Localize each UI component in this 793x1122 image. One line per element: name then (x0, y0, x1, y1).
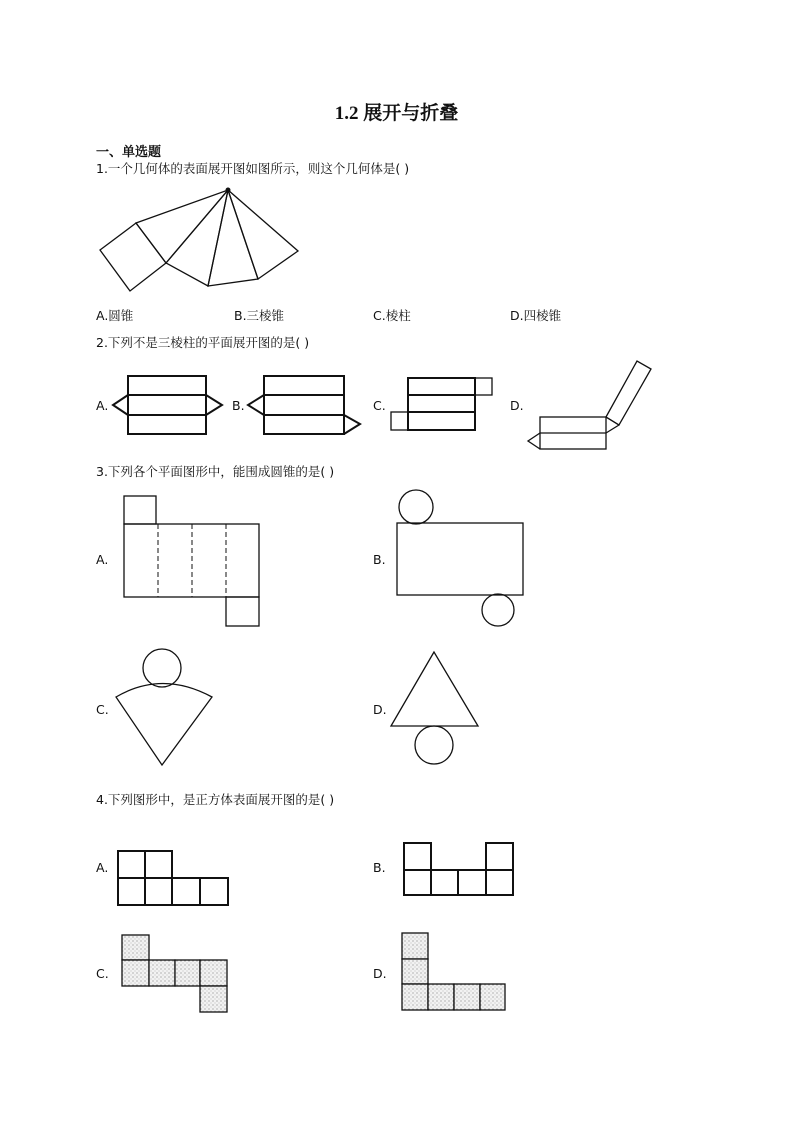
q3-option-d[interactable]: D. (373, 702, 387, 717)
q4-option-d[interactable]: D. (373, 966, 387, 981)
section-heading: 一、单选题 (96, 145, 162, 160)
q1-option-b[interactable]: B.三棱锥 (234, 308, 285, 323)
q4-option-c[interactable]: C. (96, 966, 109, 981)
q4-option-b[interactable]: B. (373, 860, 386, 875)
q3-option-b[interactable]: B. (373, 552, 386, 567)
page-title: 1.2 展开与折叠 (334, 103, 459, 124)
q2-option-a[interactable]: A. (96, 398, 109, 413)
question-3-stem: 3.下列各个平面图形中，能围成圆锥的是( ) (96, 464, 335, 479)
q1-option-d[interactable]: D.四棱锥 (510, 308, 562, 323)
q4-figure-b (404, 843, 513, 895)
q4-figure-c (122, 935, 227, 1012)
q2-option-b[interactable]: B. (232, 398, 245, 413)
q1-option-c[interactable]: C.棱柱 (373, 308, 411, 323)
q1-option-a[interactable]: A.圆锥 (96, 308, 134, 323)
question-1-stem: 1.一个几何体的表面展开图如图所示，则这个几何体是( ) (96, 161, 410, 176)
q3-option-a[interactable]: A. (96, 552, 109, 567)
q4-option-a[interactable]: A. (96, 860, 109, 875)
question-4-stem: 4.下列图形中，是正方体表面展开图的是( ) (96, 792, 335, 807)
q2-option-d[interactable]: D. (510, 398, 524, 413)
q2-option-c[interactable]: C. (373, 398, 386, 413)
q4-figure-d (402, 933, 505, 1010)
question-2-stem: 2.下列不是三棱柱的平面展开图的是( ) (96, 335, 310, 350)
q4-figure-a (118, 851, 228, 905)
q3-option-c[interactable]: C. (96, 702, 109, 717)
